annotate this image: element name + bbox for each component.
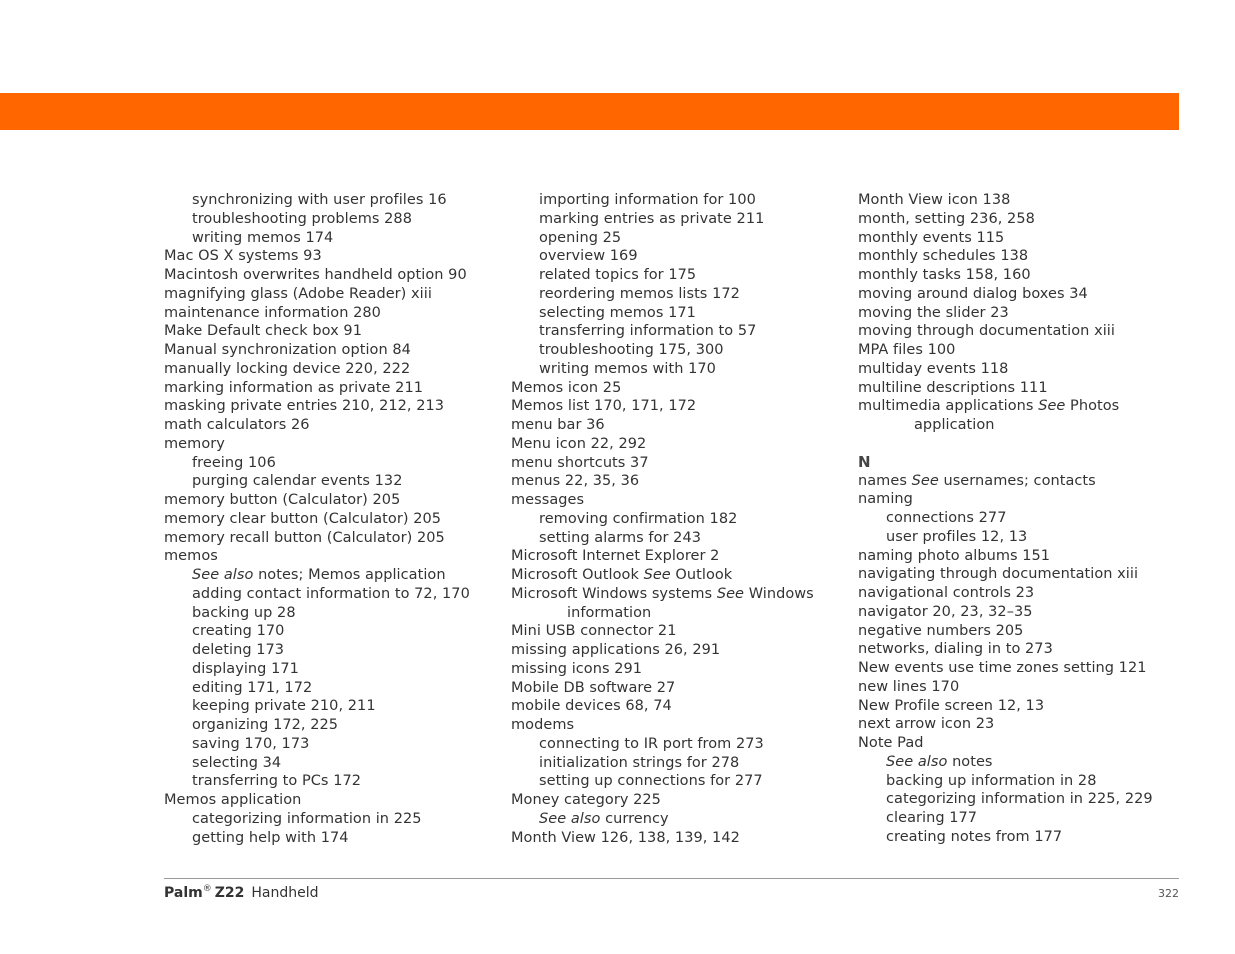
- page-number: 322: [1158, 887, 1179, 900]
- entry-text: names: [858, 472, 912, 489]
- index-entry: [164, 435, 504, 454]
- entry-text: adding contact information to 72, 170: [192, 585, 470, 602]
- index-entry: [858, 322, 1198, 341]
- entry-text: Menu icon 22, 292: [511, 435, 647, 452]
- index-entry: [164, 491, 504, 510]
- index-subentry: [511, 304, 851, 323]
- index-entry: [858, 659, 1198, 678]
- entry-text: troubleshooting 175, 300: [539, 342, 724, 358]
- entry-text: Note Pad: [858, 735, 924, 751]
- entry-text: missing icons 291: [511, 660, 643, 677]
- index-subentry: [164, 660, 504, 679]
- index-entry: [511, 641, 851, 660]
- index-entry: [511, 585, 851, 604]
- index-entry: [858, 547, 1198, 566]
- index-entry: [858, 622, 1198, 641]
- index-entry: [511, 435, 851, 454]
- entry-text: backing up 28: [192, 604, 296, 621]
- index-entry: [511, 791, 851, 810]
- entry-text: selecting memos 171: [539, 304, 696, 321]
- entry-text: missing applications 26, 291: [511, 642, 721, 658]
- index-column-1: [164, 191, 504, 847]
- entry-text: categorizing information in 225: [192, 810, 422, 827]
- index-entry: [858, 490, 1198, 509]
- footer-brand: Palm: [164, 885, 203, 901]
- index-entry: [511, 697, 851, 716]
- index-column-2: [511, 191, 851, 847]
- entry-text: connections 277: [886, 510, 1007, 526]
- index-subentry: [511, 341, 851, 360]
- entry-text: initialization strings for 278: [539, 754, 740, 771]
- footer-divider: [164, 878, 1179, 879]
- entry-text: moving the slider 23: [858, 304, 1009, 321]
- index-subentry: [164, 566, 504, 585]
- index-subentry: [511, 210, 851, 229]
- index-subentry: [164, 472, 504, 491]
- index-entry: [511, 454, 851, 473]
- entry-text: memory: [164, 435, 225, 452]
- index-entry: [164, 397, 504, 416]
- index-subentry: [511, 529, 851, 548]
- index-subentry: [511, 735, 851, 754]
- index-entry: [858, 584, 1198, 603]
- entry-text: memos: [164, 548, 218, 565]
- index-entry: [858, 697, 1198, 716]
- entry-text: synchronizing with user profiles 16: [192, 192, 447, 208]
- entry-text: setting alarms for 243: [539, 529, 701, 546]
- index-entry: [858, 247, 1198, 266]
- entry-text: freeing 106: [192, 454, 276, 471]
- entry-text: creating 170: [192, 623, 285, 640]
- index-entry: [511, 660, 851, 679]
- entry-text: mobile devices 68, 74: [511, 698, 672, 715]
- index-entry: [858, 640, 1198, 659]
- entry-text: deleting 173: [192, 642, 285, 658]
- index-entry: [858, 285, 1198, 304]
- index-entry: [858, 678, 1198, 697]
- see-label: See: [643, 567, 671, 583]
- index-entry: [164, 529, 504, 548]
- index-entry: [858, 397, 1198, 416]
- entry-text: troubleshooting problems 288: [192, 210, 412, 227]
- index-subentry: [511, 360, 851, 379]
- entry-text: application: [914, 417, 995, 433]
- index-entry: [858, 472, 1198, 491]
- entry-text: Macintosh overwrites handheld option 90: [164, 267, 467, 283]
- entry-text: marking information as private 211: [164, 379, 423, 396]
- entry-text: navigator 20, 23, 32–35: [858, 603, 1033, 620]
- see-also-label: See also: [539, 810, 601, 827]
- index-subentry: [164, 754, 504, 773]
- entry-text: removing confirmation 182: [539, 510, 738, 527]
- see-label: See: [716, 585, 745, 602]
- index-subentry: [164, 454, 504, 473]
- entry-text: reordering memos lists 172: [539, 285, 740, 302]
- entry-text: currency: [600, 810, 669, 827]
- index-subentry: [511, 191, 851, 210]
- see-label: See: [911, 472, 939, 489]
- entry-text: categorizing information in 225, 229: [886, 791, 1153, 808]
- index-subentry: [164, 191, 504, 210]
- index-entry: [511, 547, 851, 566]
- index-subentry: [164, 735, 504, 754]
- entry-text-after: usernames; contacts: [938, 472, 1096, 489]
- entry-text: math calculators 26: [164, 417, 310, 433]
- index-entry: [511, 679, 851, 698]
- index-entry: [858, 715, 1198, 734]
- index-subentry: [164, 229, 504, 248]
- index-entry: [511, 622, 851, 641]
- entry-text-after: Windows: [744, 585, 814, 602]
- entry-text: editing 171, 172: [192, 679, 313, 696]
- index-entry: [164, 416, 504, 435]
- index-entry: [164, 266, 504, 285]
- entry-text: backing up information in 28: [886, 772, 1097, 789]
- index-subentry: [164, 604, 504, 623]
- entry-text: keeping private 210, 211: [192, 698, 376, 715]
- index-entry: [858, 565, 1198, 584]
- entry-text: New Profile screen 12, 13: [858, 697, 1045, 714]
- entry-text: getting help with 174: [192, 829, 349, 846]
- entry-text: next arrow icon 23: [858, 716, 995, 733]
- index-entry: [858, 379, 1198, 398]
- index-subentry: [164, 810, 504, 829]
- entry-text: writing memos with 170: [539, 360, 716, 377]
- entry-text: creating notes from 177: [886, 828, 1063, 845]
- index-subentry: [511, 810, 851, 829]
- index-entry: [858, 734, 1198, 753]
- entry-text: navigational controls 23: [858, 585, 1035, 601]
- entry-text: memory button (Calculator) 205: [164, 492, 401, 508]
- entry-text: monthly tasks 158, 160: [858, 267, 1031, 283]
- index-subentry: [164, 210, 504, 229]
- entry-text: notes: [947, 753, 993, 770]
- entry-text: Money category 225: [511, 792, 661, 808]
- index-subentry: [511, 754, 851, 773]
- index-entry: [164, 341, 504, 360]
- entry-text: importing information for 100: [539, 192, 756, 208]
- entry-text: new lines 170: [858, 678, 960, 695]
- index-subentry: [858, 509, 1198, 528]
- entry-text: networks, dialing in to 273: [858, 641, 1053, 658]
- index-subentry: [164, 697, 504, 716]
- header-accent-bar: [0, 93, 1179, 130]
- entry-text: notes; Memos application: [253, 567, 446, 583]
- index-subentry: [164, 622, 504, 641]
- entry-text: selecting 34: [192, 754, 282, 771]
- index-entry: [858, 210, 1198, 229]
- footer-product-name: [164, 884, 319, 901]
- index-entry-continuation: [858, 416, 1198, 435]
- entry-text: memory clear button (Calculator) 205: [164, 510, 442, 527]
- entry-text: memory recall button (Calculator) 205: [164, 529, 445, 546]
- index-subentry: [858, 772, 1198, 791]
- index-subentry: [511, 772, 851, 791]
- index-subentry: [858, 753, 1198, 772]
- index-entry: [511, 716, 851, 735]
- index-entry: [511, 397, 851, 416]
- entry-text: purging calendar events 132: [192, 473, 403, 490]
- index-entry: [164, 791, 504, 810]
- entry-text: Mini USB connector 21: [511, 623, 677, 640]
- entry-text: monthly events 115: [858, 229, 1005, 246]
- entry-text: masking private entries 210, 212, 213: [164, 398, 445, 415]
- entry-text: saving 170, 173: [192, 735, 310, 752]
- index-subentry: [164, 641, 504, 660]
- index-entry: [164, 360, 504, 379]
- entry-text: Mobile DB software 27: [511, 679, 676, 696]
- index-entry: [858, 304, 1198, 323]
- index-entry: [164, 304, 504, 323]
- entry-text: naming photo albums 151: [858, 547, 1051, 564]
- entry-text: multiline descriptions 111: [858, 379, 1048, 396]
- index-subentry: [164, 716, 504, 735]
- entry-text: New events use time zones setting 121: [858, 660, 1147, 676]
- entry-text: clearing 177: [886, 810, 978, 826]
- entry-text: marking entries as private 211: [539, 210, 765, 227]
- entry-text: negative numbers 205: [858, 622, 1024, 639]
- entry-text: month, setting 236, 258: [858, 210, 1035, 227]
- index-entry: [511, 472, 851, 491]
- entry-text: Memos application: [164, 792, 302, 808]
- index-subentry: [164, 679, 504, 698]
- entry-text: moving around dialog boxes 34: [858, 285, 1088, 302]
- index-section-heading: N: [858, 452, 871, 471]
- index-subentry: [164, 772, 504, 791]
- entry-text-after: Outlook: [670, 567, 733, 583]
- index-subentry: [858, 790, 1198, 809]
- index-subentry: [511, 266, 851, 285]
- entry-text: messages: [511, 492, 585, 508]
- index-subentry: [164, 585, 504, 604]
- index-entry: [164, 510, 504, 529]
- entry-text: Microsoft Internet Explorer 2: [511, 548, 720, 565]
- entry-text: transferring to PCs 172: [192, 773, 362, 790]
- index-entry: [164, 322, 504, 341]
- entry-text: Memos list 170, 171, 172: [511, 398, 697, 415]
- index-entry: [164, 285, 504, 304]
- index-entry-continuation: [511, 604, 851, 623]
- entry-text: menu bar 36: [511, 417, 605, 433]
- entry-text: Make Default check box 91: [164, 323, 362, 340]
- entry-text: Manual synchronization option 84: [164, 342, 411, 358]
- see-label: See: [1038, 398, 1066, 415]
- entry-text: navigating through documentation xiii: [858, 566, 1139, 583]
- index-subentry: [511, 229, 851, 248]
- see-also-label: See also: [886, 753, 948, 770]
- footer-product: Handheld: [251, 885, 319, 901]
- index-subentry: [511, 285, 851, 304]
- entry-text: displaying 171: [192, 660, 299, 677]
- entry-text: Month View 126, 138, 139, 142: [511, 829, 740, 846]
- entry-text: menus 22, 35, 36: [511, 473, 640, 490]
- index-entry: [511, 829, 851, 848]
- entry-text: related topics for 175: [539, 267, 697, 283]
- footer-model: Z22: [214, 885, 245, 901]
- index-subentry: [511, 510, 851, 529]
- entry-text: overview 169: [539, 248, 638, 265]
- index-subentry: [858, 528, 1198, 547]
- index-entry: [164, 247, 504, 266]
- entry-text: manually locking device 220, 222: [164, 360, 411, 377]
- entry-text: information: [567, 604, 652, 621]
- index-entry: [164, 379, 504, 398]
- entry-text-after: Photos: [1065, 398, 1120, 415]
- entry-text: MPA files 100: [858, 342, 956, 358]
- entry-text: Memos icon 25: [511, 379, 622, 396]
- entry-text: menu shortcuts 37: [511, 454, 649, 471]
- index-entry: [858, 191, 1198, 210]
- entry-text: writing memos 174: [192, 229, 334, 246]
- entry-text: naming: [858, 491, 913, 508]
- entry-text: Microsoft Outlook: [511, 567, 644, 583]
- index-subentry: [511, 322, 851, 341]
- index-entry: [511, 416, 851, 435]
- entry-text: moving through documentation xiii: [858, 323, 1115, 340]
- index-subentry: [858, 809, 1198, 828]
- entry-text: modems: [511, 717, 575, 733]
- entry-text: Month View icon 138: [858, 192, 1011, 208]
- entry-text: setting up connections for 277: [539, 773, 763, 790]
- entry-text: Mac OS X systems 93: [164, 248, 322, 265]
- index-subentry: [511, 247, 851, 266]
- index-entry: [511, 379, 851, 398]
- entry-text: opening 25: [539, 229, 622, 246]
- index-entry: [858, 360, 1198, 379]
- registered-mark: ®: [202, 884, 212, 894]
- index-entry: [858, 603, 1198, 622]
- entry-text: user profiles 12, 13: [886, 528, 1028, 545]
- index-subentry: [164, 829, 504, 848]
- entry-text: monthly schedules 138: [858, 248, 1029, 265]
- entry-text: organizing 172, 225: [192, 717, 339, 733]
- entry-text: magnifying glass (Adobe Reader) xiii: [164, 285, 432, 302]
- index-entry: [164, 547, 504, 566]
- entry-text: multimedia applications: [858, 398, 1039, 415]
- entry-text: Microsoft Windows systems: [511, 585, 717, 602]
- entry-text: multiday events 118: [858, 360, 1009, 377]
- index-entry: [511, 491, 851, 510]
- index-entry: [858, 229, 1198, 248]
- see-also-label: See also: [192, 567, 254, 583]
- index-column-3: [858, 191, 1198, 847]
- index-entry: [858, 266, 1198, 285]
- entry-text: connecting to IR port from 273: [539, 735, 764, 752]
- index-subentry: [858, 828, 1198, 847]
- index-entry: [511, 566, 851, 585]
- entry-text: maintenance information 280: [164, 304, 381, 321]
- entry-text: transferring information to 57: [539, 323, 757, 340]
- index-entry: [858, 341, 1198, 360]
